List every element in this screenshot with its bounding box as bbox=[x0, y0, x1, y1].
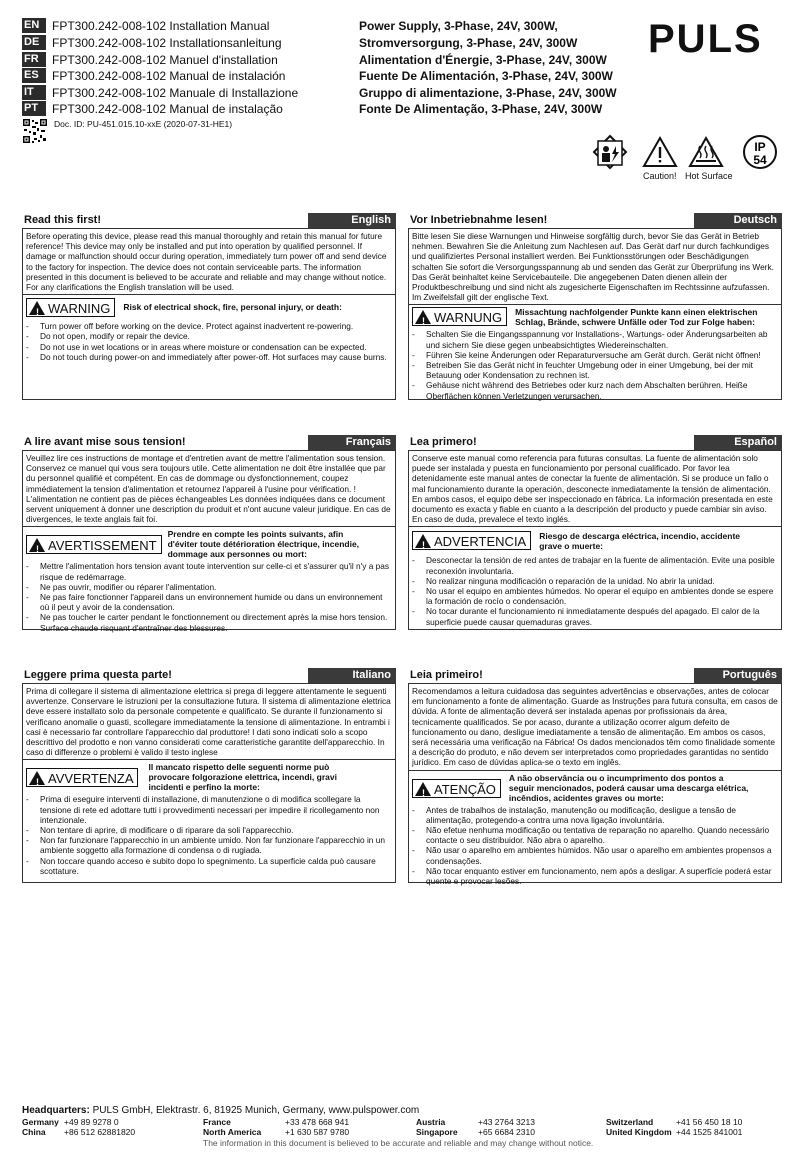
warning-list bbox=[409, 805, 781, 890]
document-id: Doc. ID: PU-451.015.10-xxE (2020-07-31-HE1) bbox=[54, 119, 233, 129]
section-intro: Recomendamos a leitura cuidadosa das seguintes advertências e observações, antes de colocar em funcionamento a fonte de alimentação. Guarde as Instruções para futura consulta, em casos de dúvida. A fonte de alimentação deverá ser instalada apenas por profissionais da área, tecnicamente qualificados. Se por acaso, durante a utilização ocorrer algum defeito de funcionamento ou dano, desligue imediatamente a tensão de alimentação. Em ambos os casos, será necessária uma verificação na Fábrica! Os dados mencionados têm como finalidade somente a descrição do produto, e não devem ser interpretados como propriedades garantidas no sentido jurídico. Em caso de dúvidas aplica-se o texto em inglês. bbox=[409, 684, 781, 771]
caution-icon bbox=[644, 138, 676, 166]
contact-phone: +86 512 62881820 bbox=[64, 1127, 136, 1137]
section-fr bbox=[22, 450, 396, 633]
lang-code: DE bbox=[22, 35, 46, 50]
contact-country: China bbox=[22, 1127, 46, 1137]
list-item: - No realizar ninguna modificación o reparación de la unidad. No abrir la unidad. bbox=[412, 576, 777, 586]
qr-code-icon bbox=[22, 118, 48, 144]
list-item: - Führen Sie keine Änderungen oder Reparaturversuche am Gerät durch. Gerät nicht öffnen! bbox=[412, 350, 777, 360]
warning-badge bbox=[412, 531, 531, 550]
warning-triangle-icon: ! bbox=[29, 771, 45, 785]
manual-title: FPT300.242-008-102 Installation Manual bbox=[52, 18, 270, 33]
puls-logo-text: PULS bbox=[648, 20, 763, 56]
product-subtitle: Fuente De Alimentación, 3-Phase, 24V, 300W bbox=[359, 68, 613, 83]
ip-label: IP bbox=[754, 140, 766, 154]
lang-code: ES bbox=[22, 68, 46, 83]
section-language: Deutsch bbox=[694, 213, 782, 228]
list-item: - Non toccare quando acceso e subito dopo lo spegnimento. La superficie calda può causare scottature. bbox=[26, 856, 391, 876]
warning-text: A não observância ou o incumprimento dos pontos a seguir mencionados, poderá causar uma descarga elétrica, incêndios, acidentes graves ou morte: bbox=[508, 772, 749, 803]
contact-country: North America bbox=[203, 1127, 262, 1137]
section-header-fr bbox=[22, 435, 396, 450]
contact-column bbox=[606, 1117, 742, 1137]
warning-badge-label: ADVERTENCIA bbox=[434, 534, 527, 550]
warning-badge bbox=[412, 307, 507, 326]
section-header-en bbox=[22, 213, 396, 228]
contact-column bbox=[22, 1117, 135, 1137]
warning-badge-label: ATENÇÃO bbox=[434, 781, 496, 797]
warning-list bbox=[409, 329, 781, 403]
list-item: - Gehäuse nicht während des Betriebes oder kurz nach dem Abschalten berühren. Heiße Oberflächen können Verletzungen verursachen. bbox=[412, 380, 777, 400]
warning-row bbox=[409, 771, 781, 805]
section-intro: Prima di collegare il sistema di alimentazione elettrica si prega di leggere attentamente le seguenti avvertenze. Conservare le istruzioni per la consultazione futura. Il sistema di alimentazione elettrica deve essere installato solo da personale competente e qualificato. Se durante il funzionamento si verificano anomalie o guasti, scollegare immediatamente la tensione di alimentazione. In entrambi i casi è necessario far controllare l'apparecchio dal produttore! I dati sono indicati solo a scopo descrittivo del prodotto e non vanno considerati come caratteristiche garantite dell'apparecchio. In caso di differenze o problemi è valido il testo inglese bbox=[23, 684, 395, 760]
puls-logo bbox=[648, 20, 778, 56]
warning-row bbox=[23, 295, 395, 319]
lang-code: PT bbox=[22, 101, 46, 116]
list-item: - Prima di eseguire interventi di installazione, di manutenzione o di modifica scollegare la tensione di rete ed adottare tutti i provvedimenti necessari per impedire il ricollegamento non intenzionale. bbox=[26, 794, 391, 825]
section-title: Leia primeiro! bbox=[410, 669, 483, 681]
warning-list bbox=[23, 561, 395, 635]
section-header-pt bbox=[408, 668, 782, 683]
headquarters-address: PULS GmbH, Elektrastr. 6, 81925 Munich, Germany, www.pulspower.com bbox=[92, 1105, 420, 1116]
warning-row bbox=[409, 305, 781, 329]
warning-list bbox=[23, 794, 395, 879]
product-subtitle: Power Supply, 3-Phase, 24V, 300W, bbox=[359, 18, 558, 33]
list-item: - No usar el equipo en ambientes húmedos. No operar el equipo en ambientes donde se espere la formación de rocío o condensación. bbox=[412, 586, 777, 606]
warning-triangle-icon: ! bbox=[29, 538, 45, 552]
list-item: - Não usar o aparelho em ambientes húmidos. Não usar o aparelho em ambientes propensos a condensações. bbox=[412, 845, 777, 865]
section-title: Vor Inbetriebnahme lesen! bbox=[410, 214, 548, 226]
section-language: English bbox=[308, 213, 396, 228]
section-language: Português bbox=[694, 668, 782, 683]
section-language: Italiano bbox=[308, 668, 396, 683]
section-de bbox=[408, 228, 782, 400]
header-row-pt bbox=[22, 100, 603, 117]
warning-badge bbox=[26, 768, 138, 787]
contact-column bbox=[203, 1117, 349, 1137]
contact-country: Austria bbox=[416, 1117, 446, 1127]
list-item: - Não tocar enquanto estiver em funcionamento, nem após a desligar. A superfície poderá estar quente e provocar lesões. bbox=[412, 866, 777, 886]
warning-badge bbox=[26, 298, 115, 317]
warning-text: Riesgo de descarga eléctrica, incendio, accidente grave o muerte: bbox=[539, 531, 741, 552]
warning-row bbox=[23, 760, 395, 794]
manual-title: FPT300.242-008-102 Manuel d'installation bbox=[52, 52, 278, 67]
contact-country: Germany bbox=[22, 1117, 59, 1127]
warning-text: Prendre en compte les points suivants, afin d'éviter toute détérioration électrique, incendie, dommage aux personnes ou mort: bbox=[167, 529, 360, 560]
list-item: - Turn power off before working on the device. Protect against inadvertent re-powering. bbox=[26, 321, 391, 331]
warning-badge-label: AVERTISSEMENT bbox=[48, 538, 157, 554]
contact-phone: +33 478 668 941 bbox=[285, 1117, 350, 1127]
list-item: - Non far funzionare l'apparecchio in un ambiente umido. Non far funzionare l'apparecchio in un ambiente soggetto alla formazione di condensa o di rugiada. bbox=[26, 835, 391, 855]
caution-caption: Caution! bbox=[643, 171, 677, 181]
list-item: - Non tentare di aprire, di modificare o di riparare da soli l'apparecchio. bbox=[26, 825, 391, 835]
product-subtitle: Fonte De Alimentação, 3-Phase, 24V, 300W bbox=[359, 101, 603, 116]
contact-country: United Kingdom bbox=[606, 1127, 672, 1137]
contact-country: Singapore bbox=[416, 1127, 458, 1137]
section-header-es bbox=[408, 435, 782, 450]
section-it bbox=[22, 683, 396, 883]
ip-rating-icon bbox=[744, 136, 776, 168]
warning-list bbox=[23, 319, 395, 365]
warning-text: Il mancato rispetto delle seguenti norme può provocare folgorazione elettrica, incendi, gravi incidenti e perfino la morte: bbox=[148, 762, 337, 793]
product-subtitle: Gruppo di alimentazione, 3-Phase, 24V, 300W bbox=[359, 85, 617, 100]
warning-list bbox=[409, 553, 781, 629]
manual-title: FPT300.242-008-102 Manual de instalación bbox=[52, 68, 286, 83]
section-header-de bbox=[408, 213, 782, 228]
product-subtitle: Stromversorgung, 3-Phase, 24V, 300W bbox=[359, 35, 578, 50]
list-item: - Do not use in wet locations or in areas where moisture or condensation can be expected. bbox=[26, 342, 391, 352]
header-row-en bbox=[22, 17, 558, 34]
warning-text: Risk of electrical shock, fire, personal injury, or death: bbox=[123, 302, 342, 313]
list-item: - Antes de trabalhos de instalação, manutenção ou modificação, desligue a tensão de alimentação, protegendo-a contra uma nova ligação involuntária. bbox=[412, 805, 777, 825]
warning-badge bbox=[412, 779, 501, 798]
list-item: - Ne pas ouvrir, modifier ou réparer l'alimentation. bbox=[26, 582, 391, 592]
section-title: Leggere prima questa parte! bbox=[24, 669, 172, 681]
lang-code: IT bbox=[22, 85, 46, 100]
manual-title: FPT300.242-008-102 Installationsanleitung bbox=[52, 35, 282, 50]
footer bbox=[22, 1105, 792, 1116]
list-item: - No tocar durante el funcionamiento ni inmediatamente después del apagado. El calor de la superficie puede causar quemaduras graves. bbox=[412, 606, 777, 626]
warning-row bbox=[23, 527, 395, 561]
list-item: - Ne pas faire fonctionner l'appareil dans un environnement humide ou dans un environnement où il peut y avoir de la condensation. bbox=[26, 592, 391, 612]
header-row-it bbox=[22, 84, 617, 101]
contact-country: Switzerland bbox=[606, 1117, 654, 1127]
section-intro: Veuillez lire ces instructions de montage et d'entretien avant de mettre l'alimentation sous tension. Conservez ce manuel qui vous sera toujours utile. Cette alimentation ne doit être installée que par du personnel qualifié et compétent. En cas de dommage ou dysfonctionnement, coupez immédiatement la tension d'alimentation et retournez l'appareil à l'usine pour vérification. ! L'alimentation ne contient pas de pièces échangeables Les données indiquées dans ce document servent uniquement à donner une description du produit et n'ont aucune valeur juridique. En cas de divergences, le texte anglais fait foi. bbox=[23, 451, 395, 527]
contact-phone: +44 1525 841001 bbox=[676, 1127, 743, 1137]
warning-badge bbox=[26, 535, 162, 554]
manual-title: FPT300.242-008-102 Manual de instalação bbox=[52, 101, 283, 116]
list-item: - Desconectar la tensión de red antes de trabajar en la fuente de alimentación. Evite una posible reconexión involuntaria. bbox=[412, 555, 777, 575]
section-pt bbox=[408, 683, 782, 887]
lang-code: EN bbox=[22, 18, 46, 33]
warning-badge-label: WARNUNG bbox=[434, 310, 503, 326]
section-header-it bbox=[22, 668, 396, 683]
list-item: - Schalten Sie die Eingangsspannung vor Installations-, Wartungs- oder Änderungsarbeiten ab und sichern Sie diese gegen unbeabsichtigtes Wiedereinschalten. bbox=[412, 329, 777, 349]
contact-phone: +43 2764 3213 bbox=[478, 1117, 535, 1127]
section-title: Lea primero! bbox=[410, 436, 477, 448]
warning-triangle-icon: ! bbox=[415, 782, 431, 796]
warning-triangle-icon: ! bbox=[415, 534, 431, 548]
list-item: - Ne pas toucher le carter pendant le fonctionnement ou directement après la mise hors tension. Surface chaude risquant d'entraîner des blessures. bbox=[26, 612, 391, 632]
headquarters bbox=[22, 1105, 792, 1116]
warning-badge-label: AVVERTENZA bbox=[48, 771, 134, 787]
warning-badge-label: WARNING bbox=[48, 301, 111, 317]
section-title: A lire avant mise sous tension! bbox=[24, 436, 186, 448]
section-intro: Bitte lesen Sie diese Warnungen und Hinweise sorgfältig durch, bevor Sie das Gerät in Betrieb nehmen. Bewahren Sie die Anleitung zum Nachlesen auf. Das Gerät darf nur durch fachkundiges und qualifiziertes Personal installiert werden. Bei Funktionsstörungen oder Beschädigungen schalten Sie sofort die Versorgungsspannung ab und senden das Gerät zur Überprüfung ins Werk. Das Gerät beinhaltet keine Servicebauteile. Die angegebenen Daten dienen allein der Produktbeschreibung und sind nicht als zugesicherte Eigenschaften im Rechtssinne aufzufassen. Im Zweifelsfall gilt der englische Text. bbox=[409, 229, 781, 305]
header-row-de bbox=[22, 34, 578, 51]
disclaimer: The information in this document is believed to be accurate and reliable and may change without notice. bbox=[203, 1138, 594, 1148]
header-row-fr bbox=[22, 51, 607, 68]
hot-surface-icon bbox=[690, 138, 722, 166]
list-item: - Não efetue nenhuma modificação ou tentativa de reparação no aparelho. Quando necessário contacte o seu distribuidor. Não abra o aparelho. bbox=[412, 825, 777, 845]
product-subtitle: Alimentation d'Énergie, 3-Phase, 24V, 300W bbox=[359, 52, 607, 67]
warning-text: Missachtung nachfolgender Punkte kann einen elektrischen Schlag, Brände, schwere Unfälle oder Tod zur Folge haben: bbox=[515, 307, 758, 328]
contact-column bbox=[416, 1117, 535, 1137]
contact-country: France bbox=[203, 1117, 231, 1127]
section-language: Español bbox=[694, 435, 782, 450]
ip-value: 54 bbox=[753, 153, 767, 167]
section-intro: Before operating this device, please read this manual thoroughly and retain this manual for future reference! This device may only be installed and put into operation by qualified personnel. If damage or malfunction should occur during operation, immediately turn power off and send device to the factory for inspection. The device does not contain serviceable parts. The information presented in this document is believed to be accurate and reliable and may change without notice. For any clarifications the English translation will be used. bbox=[23, 229, 395, 295]
headquarters-label: Headquarters: bbox=[22, 1105, 90, 1116]
contact-phone: +1 630 587 9780 bbox=[285, 1127, 350, 1137]
warning-row bbox=[409, 527, 781, 553]
hot-surface-caption: Hot Surface bbox=[685, 171, 733, 181]
section-title: Read this first! bbox=[24, 214, 102, 226]
header-row-es bbox=[22, 67, 613, 84]
section-intro: Conserve este manual como referencia para futuras consultas. La fuente de alimentación solo puede ser instalada y puesta en funcionamiento por personal cualificado. Por favor lea detenidamente este manual antes de conectar la fuente de alimentación. Si se produce un fallo o mal funcionamiento durante la operación, desconecte inmediatamente la tensión de alimentación. En ambos casos, el equipo debe ser inspeccionado en fábrica. La información presentada en este documento es exacta y fiable en cuanto a la descripción del producto y puede cambiar sin aviso. En caso de duda, prevalece el texto inglés. bbox=[409, 451, 781, 527]
warning-triangle-icon: ! bbox=[29, 301, 45, 315]
manual-title: FPT300.242-008-102 Manuale di Installazione bbox=[52, 85, 299, 100]
section-en bbox=[22, 228, 396, 400]
section-language: Français bbox=[308, 435, 396, 450]
contact-phone: +49 89 9278 0 bbox=[64, 1117, 119, 1127]
warning-triangle-icon: ! bbox=[415, 310, 431, 324]
qualified-personnel-icon bbox=[594, 136, 626, 168]
list-item: - Betreiben Sie das Gerät nicht in feuchter Umgebung oder in einer Umgebung, bei der mit Betauung oder Kondensation zu rechnen ist. bbox=[412, 360, 777, 380]
list-item: - Do not open, modify or repair the device. bbox=[26, 331, 391, 341]
contact-phone: +41 56 450 18 10 bbox=[676, 1117, 743, 1127]
list-item: - Mettre l'alimentation hors tension avant toute intervention sur celle-ci et s'assurer qu'il n'y a pas risque de redémarrage. bbox=[26, 561, 391, 581]
section-es bbox=[408, 450, 782, 630]
lang-code: FR bbox=[22, 52, 46, 67]
contact-phone: +65 6684 2310 bbox=[478, 1127, 535, 1137]
list-item: - Do not touch during power-on and immediately after power-off. Hot surfaces may cause burns. bbox=[26, 352, 391, 362]
